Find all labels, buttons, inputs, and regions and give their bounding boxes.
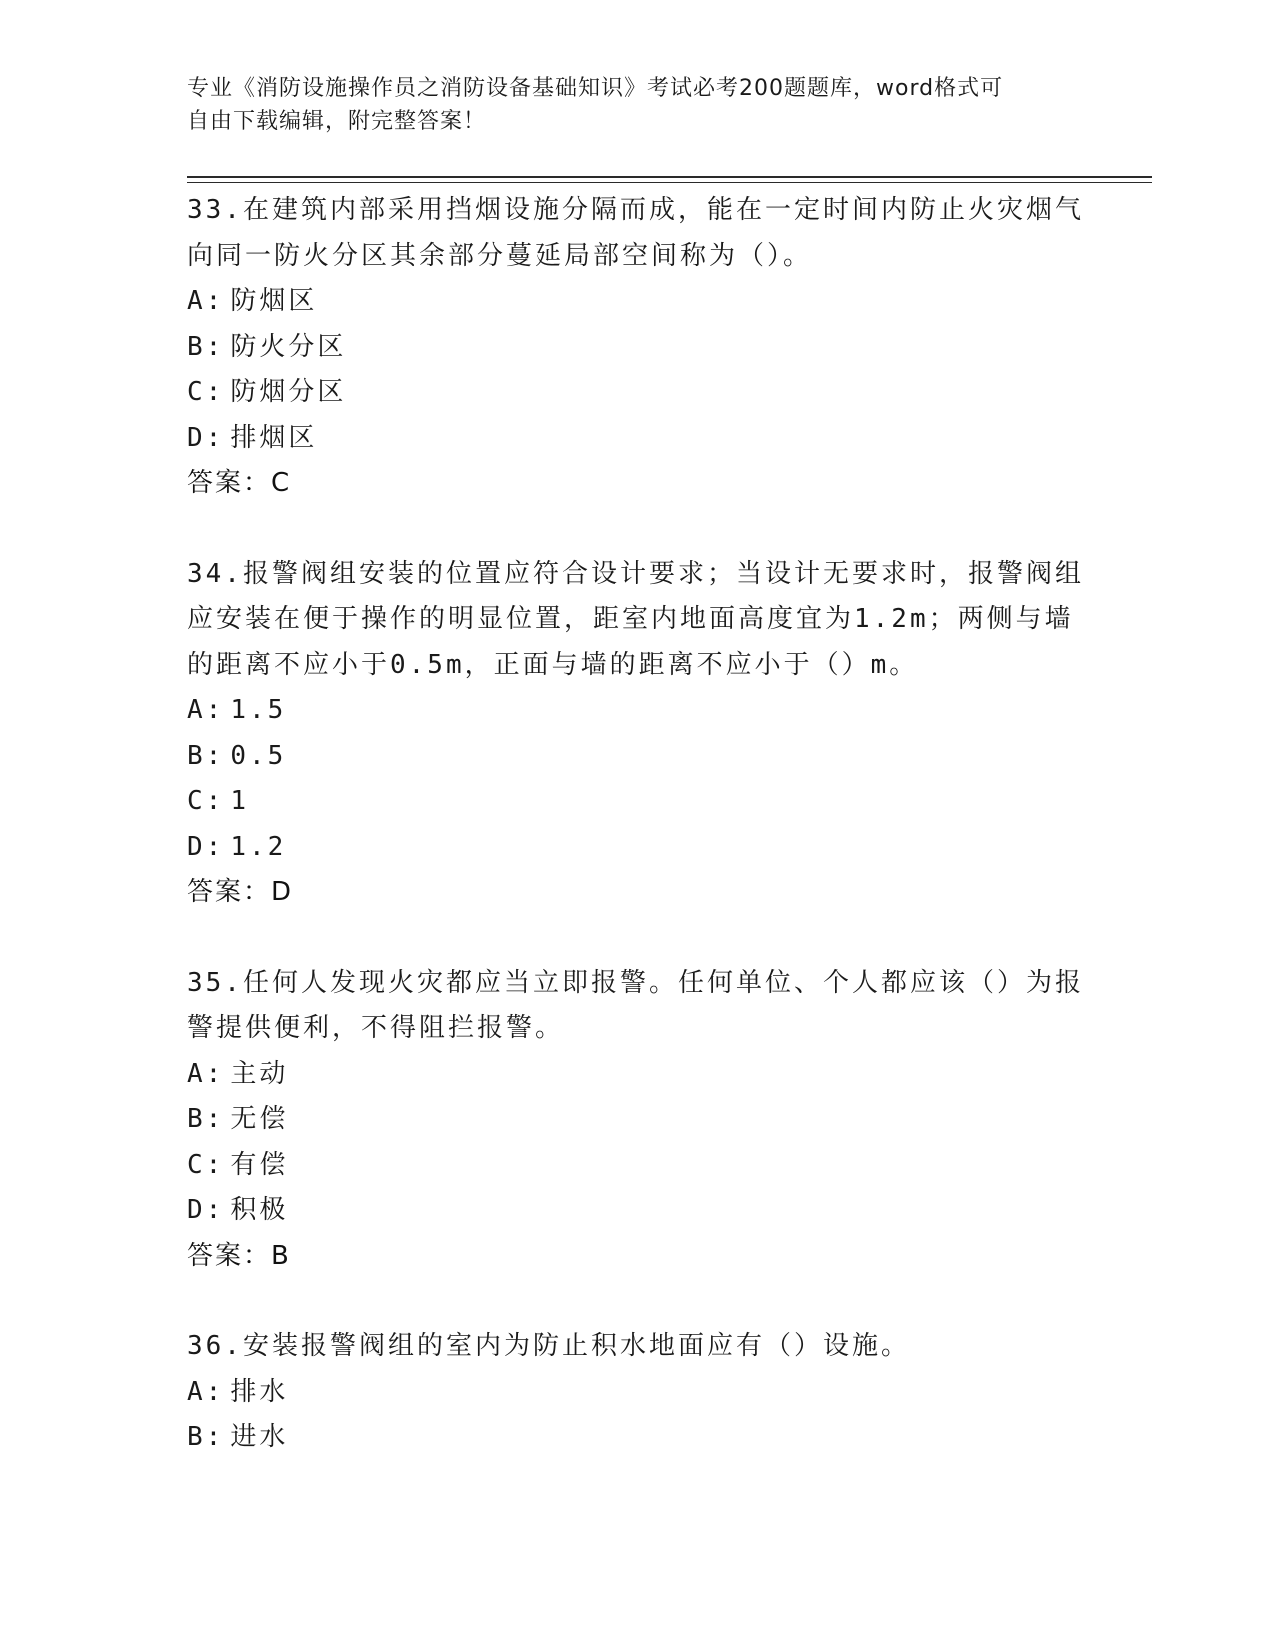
option-letter: D: xyxy=(187,422,225,453)
spacer xyxy=(187,916,1087,961)
option-letter: C: xyxy=(187,377,225,407)
option-d xyxy=(187,825,1087,871)
option-text: 防烟分区 xyxy=(230,377,347,407)
answer-line: 答案：B xyxy=(187,1240,291,1271)
question-34 xyxy=(187,552,1087,916)
question-stem-line: 34.报警阀组安装的位置应符合设计要求；当设计无要求时，报警阀组 xyxy=(187,558,1084,589)
option-letter: B: xyxy=(187,740,225,771)
option-text: 无偿 xyxy=(230,1104,289,1134)
option-text: 1.5 xyxy=(230,695,287,725)
option-text: 主动 xyxy=(230,1058,289,1089)
option-text: 防烟区 xyxy=(230,286,318,316)
option-letter: D: xyxy=(187,1195,225,1225)
question-stem-line: 36.安装报警阀组的室内为防止积水地面应有（）设施。 xyxy=(187,1331,910,1361)
question-stem-line: 33.在建筑内部采用挡烟设施分隔而成，能在一定时间内防止火灾烟气 xyxy=(187,195,1084,225)
option-letter: A: xyxy=(187,1376,225,1407)
option-text: 1.2 xyxy=(230,831,287,862)
question-stem-line: 的距离不应小于0.5m，正面与墙的距离不应小于（）m。 xyxy=(187,649,919,680)
question-33 xyxy=(187,188,1087,507)
header-line-1: 专业《消防设施操作员之消防设备基础知识》考试必考200题题库，word格式可 xyxy=(187,76,1004,101)
option-a xyxy=(187,1052,1087,1098)
option-text: 有偿 xyxy=(230,1149,289,1180)
option-b xyxy=(187,734,1087,780)
question-stem xyxy=(187,1324,1087,1370)
option-d xyxy=(187,1188,1087,1234)
option-letter: C: xyxy=(187,786,225,816)
option-d xyxy=(187,416,1087,462)
header-divider-thick xyxy=(187,176,1152,178)
option-letter: B: xyxy=(187,1104,225,1134)
question-stem xyxy=(187,961,1087,1052)
question-list xyxy=(187,188,1087,1461)
option-letter: A: xyxy=(187,286,225,316)
option-text: 防火分区 xyxy=(230,331,347,362)
option-text: 1 xyxy=(230,786,249,816)
option-a xyxy=(187,279,1087,325)
option-b xyxy=(187,1097,1087,1143)
question-stem xyxy=(187,188,1087,279)
header-divider-thin xyxy=(187,182,1152,183)
option-b xyxy=(187,1415,1087,1461)
spacer xyxy=(187,1279,1087,1324)
question-stem-line: 35.任何人发现火灾都应当立即报警。任何单位、个人都应该（）为报 xyxy=(187,967,1084,998)
option-text: 积极 xyxy=(230,1195,289,1225)
question-35 xyxy=(187,961,1087,1280)
option-a xyxy=(187,688,1087,734)
question-stem-line: 向同一防火分区其余部分蔓延局部空间称为（）。 xyxy=(187,240,813,271)
option-b xyxy=(187,325,1087,371)
option-c xyxy=(187,370,1087,416)
option-letter: A: xyxy=(187,1058,225,1089)
option-letter: C: xyxy=(187,1149,225,1180)
spacer xyxy=(187,507,1087,552)
option-letter: D: xyxy=(187,831,225,862)
option-a xyxy=(187,1370,1087,1416)
option-letter: A: xyxy=(187,695,225,725)
question-stem xyxy=(187,552,1087,689)
option-c xyxy=(187,1143,1087,1189)
option-text: 进水 xyxy=(230,1422,289,1452)
option-text: 排烟区 xyxy=(230,422,318,453)
option-c xyxy=(187,779,1087,825)
answer-line: 答案：D xyxy=(187,877,294,907)
question-stem-line: 应安装在便于操作的明显位置，距室内地面高度宜为1.2m；两侧与墙 xyxy=(187,604,1074,634)
header-line-2: 自由下载编辑，附完整答案！ xyxy=(187,109,487,134)
option-letter: B: xyxy=(187,1422,225,1452)
answer-line: 答案：C xyxy=(187,468,292,498)
document-header xyxy=(187,72,1067,138)
option-text: 排水 xyxy=(230,1376,289,1407)
option-text: 0.5 xyxy=(230,740,287,771)
option-letter: B: xyxy=(187,331,225,362)
question-stem-line: 警提供便利，不得阻拦报警。 xyxy=(187,1013,565,1043)
question-36 xyxy=(187,1324,1087,1461)
